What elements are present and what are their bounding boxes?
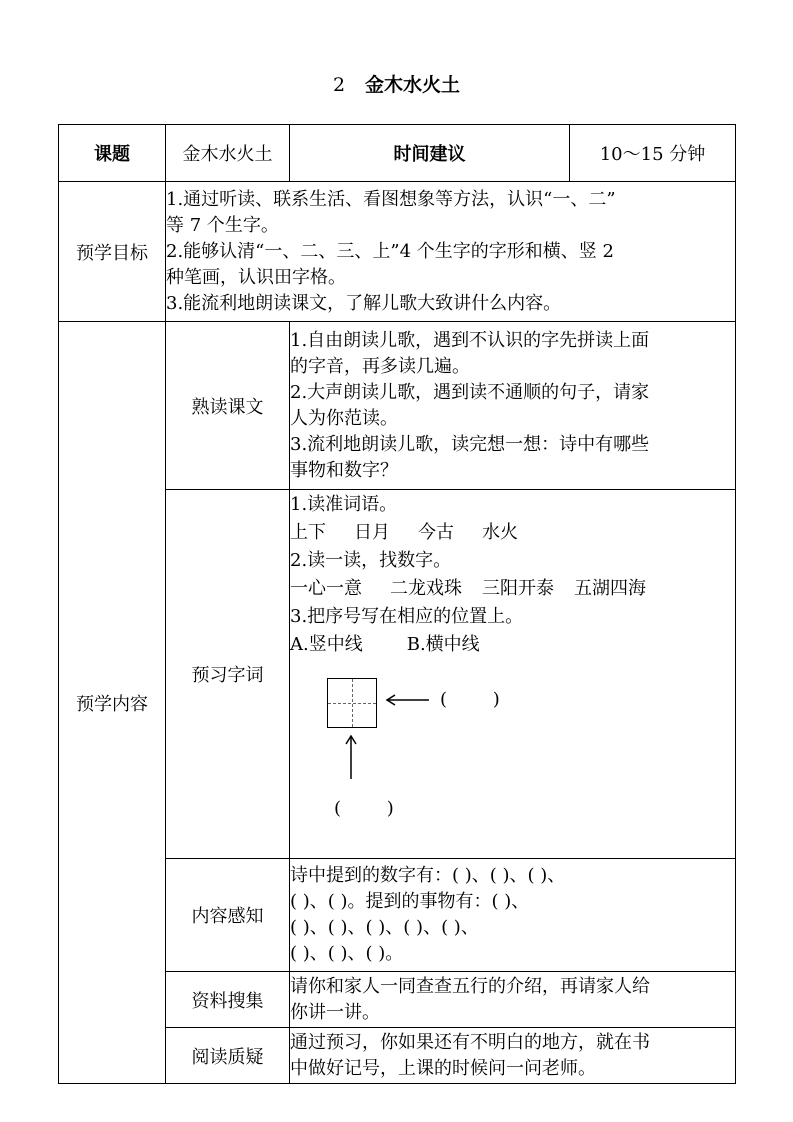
idiom: 五湖四海: [574, 578, 646, 599]
reading-line: 人为你范读。: [290, 407, 398, 429]
research-line: 你讲一讲。: [290, 1001, 380, 1023]
words-item1: 1.读准词语。: [290, 494, 398, 515]
goals-row: [59, 182, 736, 322]
word: 水火: [482, 522, 518, 543]
idiom: 一心一意: [290, 578, 362, 599]
perception-line: ( )、( )。提到的事物有：( )、: [290, 891, 530, 912]
horizontal-center-line: [328, 703, 376, 704]
answer-paren-right[interactable]: ( ): [440, 689, 500, 710]
word: 今古: [418, 522, 454, 543]
goal-line: 2.能够认清“一、二、三、上”4 个生字的字形和横、竖 2: [166, 240, 614, 262]
word: 日月: [354, 522, 390, 543]
words-content: [290, 490, 736, 859]
option-b: B.横中线: [406, 634, 480, 655]
answer-paren-bottom[interactable]: ( ): [334, 798, 394, 819]
questions-label: 阅读质疑: [166, 1028, 290, 1084]
tianzige-diagram: [290, 658, 735, 858]
perception-content: [290, 859, 736, 972]
reading-line: 1.自由朗读儿歌，遇到不认识的字先拼读上面: [290, 329, 650, 351]
time-label: 时间建议: [290, 125, 570, 182]
reading-line: 事物和数字？: [290, 459, 398, 481]
perception-line: ( )、( )、( )、( )、( )、: [290, 917, 479, 938]
topic-label: 课题: [59, 125, 166, 182]
document-title: [0, 70, 793, 97]
option-a: A.竖中线: [290, 634, 363, 655]
content-label: 预学内容: [59, 322, 166, 1084]
research-label: 资料搜集: [166, 972, 290, 1028]
idiom: 三阳开泰: [482, 578, 554, 599]
perception-line: ( )、( )、( )。: [290, 943, 404, 964]
research-content: [290, 972, 736, 1028]
research-line: 请你和家人一同查查五行的介绍，再请家人给: [290, 975, 650, 997]
goal-line: 3.能流利地朗读课文，了解儿歌大致讲什么内容。: [166, 292, 562, 314]
goals-label: 预学目标: [59, 182, 166, 322]
left-arrow-icon: [385, 694, 430, 706]
words-item2: 2.读一读，找数字。: [290, 550, 452, 571]
words-item3: 3.把序号写在相应的位置上。: [290, 606, 524, 627]
questions-line: 中做好记号，上课的时候问一问老师。: [290, 1057, 596, 1079]
options-line: [290, 632, 735, 658]
goal-line: 种笔画，认识田字格。: [166, 266, 346, 288]
idiom: 二龙戏珠: [390, 578, 462, 599]
lesson-number: 2: [332, 74, 346, 96]
reading-line: 3.流利地朗读儿歌，读完想一想：诗中有哪些: [290, 433, 650, 455]
goal-line: 1.通过听读、联系生活、看图想象等方法，认识“一、二”: [166, 188, 616, 210]
reading-label: 熟读课文: [166, 322, 290, 490]
lesson-name: 金木水火土: [365, 74, 461, 96]
word: 上下: [290, 522, 326, 543]
topic-value: 金木水火土: [166, 125, 290, 182]
preview-table: [58, 124, 736, 1084]
goals-content: [166, 182, 736, 322]
perception-label: 内容感知: [166, 859, 290, 972]
reading-line: 的字音，再多读几遍。: [290, 355, 470, 377]
questions-content: [290, 1028, 736, 1084]
words-label: 预习字词: [166, 490, 290, 859]
word-list-1: [290, 520, 735, 546]
reading-line: 2.大声朗读儿歌，遇到读不通顺的句子，请家: [290, 381, 650, 403]
goal-line: 等 7 个生字。: [166, 214, 279, 236]
reading-content: [290, 322, 736, 490]
header-row: [59, 125, 736, 182]
reading-row: [59, 322, 736, 490]
perception-line: 诗中提到的数字有：( )、( )、( )、: [290, 865, 566, 886]
up-arrow-icon: [345, 734, 357, 780]
tianzige-grid: [327, 678, 377, 728]
questions-line: 通过预习，你如果还有不明白的地方，就在书: [290, 1031, 650, 1053]
time-value: 10～15 分钟: [570, 125, 736, 182]
word-list-2: [290, 576, 735, 602]
